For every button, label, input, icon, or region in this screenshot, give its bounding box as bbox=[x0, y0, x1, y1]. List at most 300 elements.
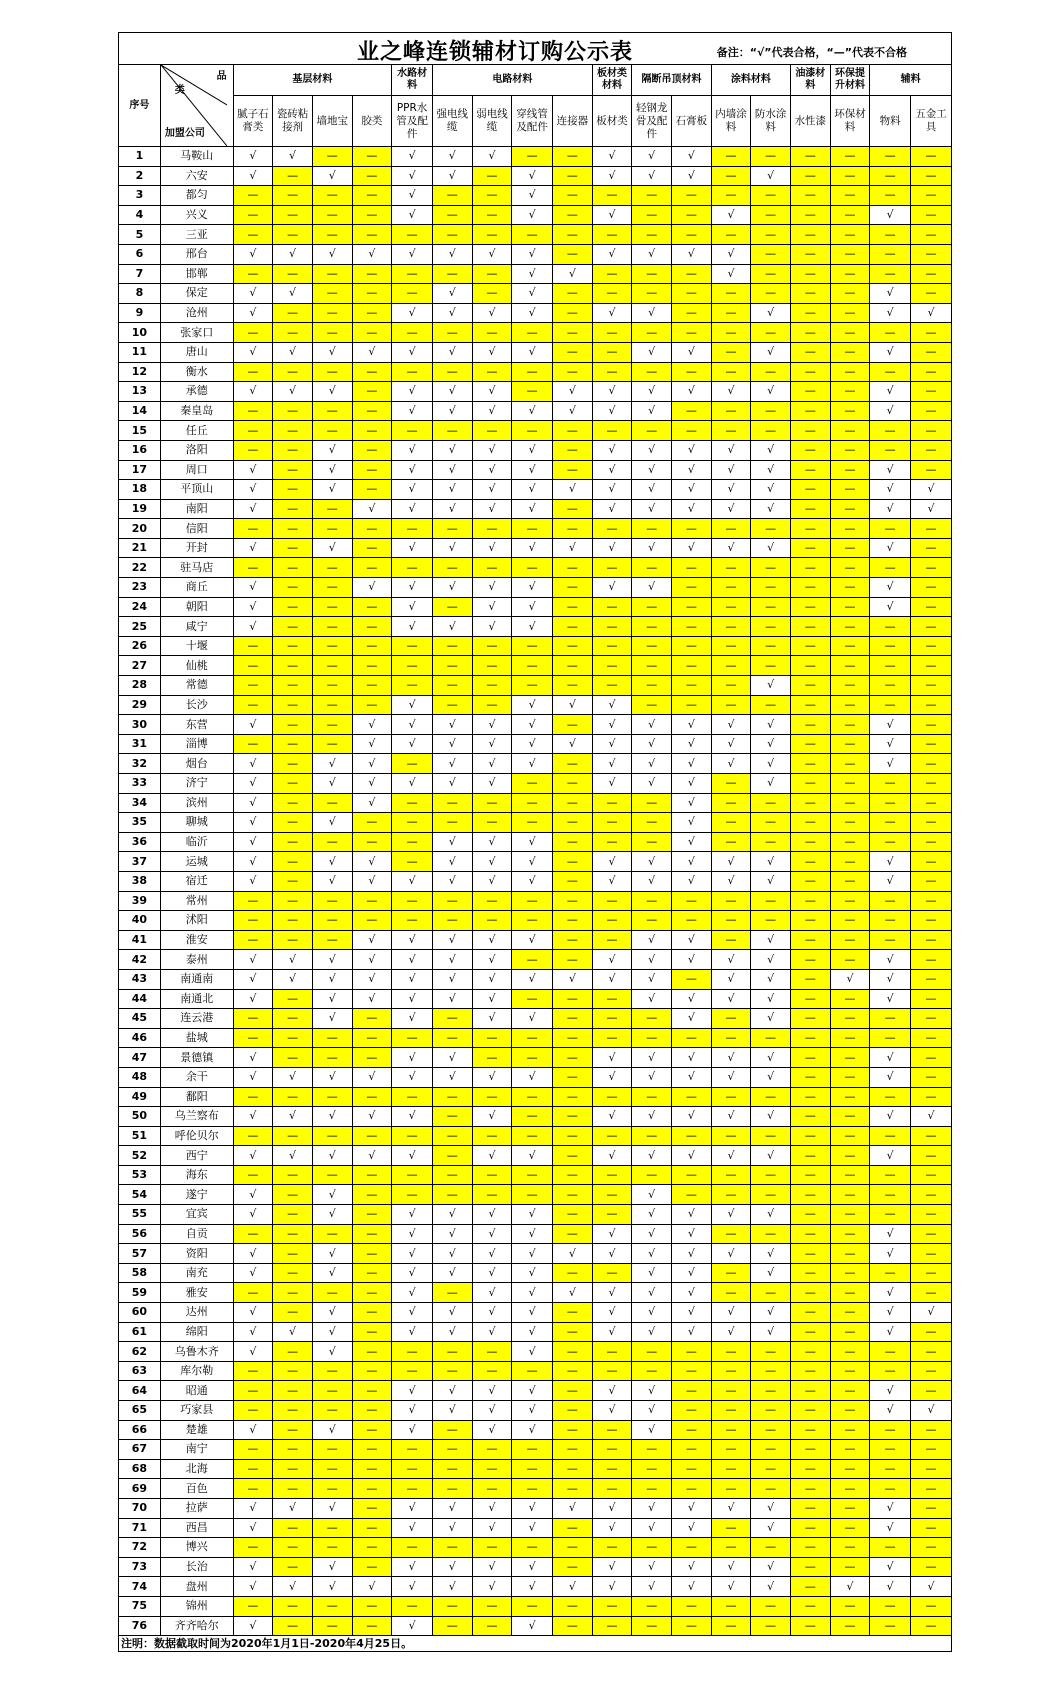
pass-mark: √ bbox=[233, 382, 273, 402]
fail-mark: — bbox=[911, 813, 952, 833]
table-row bbox=[119, 871, 952, 891]
fail-mark: — bbox=[352, 480, 392, 500]
pass-mark: √ bbox=[472, 715, 512, 735]
pass-mark: √ bbox=[592, 715, 632, 735]
fail-mark: — bbox=[751, 1165, 791, 1185]
fail-mark: — bbox=[870, 832, 911, 852]
fail-mark: — bbox=[553, 1557, 593, 1577]
pass-mark: √ bbox=[312, 1009, 352, 1029]
row-number: 52 bbox=[119, 1146, 161, 1166]
table-row bbox=[119, 1244, 952, 1264]
fail-mark: — bbox=[751, 813, 791, 833]
fail-mark: — bbox=[911, 166, 952, 186]
pass-mark: √ bbox=[711, 734, 751, 754]
fail-mark: — bbox=[672, 636, 712, 656]
pass-mark: √ bbox=[911, 499, 952, 519]
row-number: 35 bbox=[119, 813, 161, 833]
pass-mark: √ bbox=[472, 774, 512, 794]
fail-mark: — bbox=[790, 1146, 830, 1166]
fail-mark: — bbox=[870, 147, 911, 167]
company-name: 驻马店 bbox=[160, 558, 233, 578]
pass-mark: √ bbox=[432, 342, 472, 362]
fail-mark: — bbox=[472, 1126, 512, 1146]
fail-mark: — bbox=[273, 558, 313, 578]
fail-mark: — bbox=[711, 813, 751, 833]
row-number: 13 bbox=[119, 382, 161, 402]
fail-mark: — bbox=[711, 774, 751, 794]
pass-mark: √ bbox=[672, 754, 712, 774]
fail-mark: — bbox=[553, 186, 593, 206]
pass-mark: √ bbox=[233, 1557, 273, 1577]
pass-mark: √ bbox=[392, 1263, 433, 1283]
fail-mark: — bbox=[512, 1538, 553, 1558]
fail-mark: — bbox=[592, 1420, 632, 1440]
fail-mark: — bbox=[472, 1028, 512, 1048]
fail-mark: — bbox=[512, 891, 553, 911]
fail-mark: — bbox=[472, 1165, 512, 1185]
fail-mark: — bbox=[512, 1028, 553, 1048]
order-table bbox=[118, 64, 952, 1636]
fail-mark: — bbox=[870, 676, 911, 696]
fail-mark: — bbox=[711, 597, 751, 617]
fail-mark: — bbox=[711, 1009, 751, 1029]
pass-mark: √ bbox=[233, 1577, 273, 1597]
table-row bbox=[119, 1263, 952, 1283]
table-row bbox=[119, 1420, 952, 1440]
fail-mark: — bbox=[233, 1381, 273, 1401]
fail-mark: — bbox=[911, 1479, 952, 1499]
pass-mark: √ bbox=[312, 1420, 352, 1440]
pass-mark: √ bbox=[392, 1381, 433, 1401]
fail-mark: — bbox=[432, 362, 472, 382]
fail-mark: — bbox=[312, 1087, 352, 1107]
fail-mark: — bbox=[233, 1087, 273, 1107]
fail-mark: — bbox=[711, 891, 751, 911]
fail-mark: — bbox=[870, 1185, 911, 1205]
pass-mark: √ bbox=[472, 852, 512, 872]
group-header: 辅料 bbox=[870, 65, 952, 96]
fail-mark: — bbox=[751, 1381, 791, 1401]
fail-mark: — bbox=[273, 538, 313, 558]
fail-mark: — bbox=[911, 264, 952, 284]
fail-mark: — bbox=[553, 578, 593, 598]
fail-mark: — bbox=[711, 166, 751, 186]
fail-mark: — bbox=[352, 284, 392, 304]
fail-mark: — bbox=[672, 284, 712, 304]
fail-mark: — bbox=[830, 244, 870, 264]
pass-mark: √ bbox=[592, 401, 632, 421]
pass-mark: √ bbox=[870, 1381, 911, 1401]
fail-mark: — bbox=[911, 695, 952, 715]
table-row bbox=[119, 774, 952, 794]
fail-mark: — bbox=[830, 1459, 870, 1479]
pass-mark: √ bbox=[392, 695, 433, 715]
pass-mark: √ bbox=[592, 1283, 632, 1303]
row-number: 12 bbox=[119, 362, 161, 382]
pass-mark: √ bbox=[233, 460, 273, 480]
fail-mark: — bbox=[632, 519, 672, 539]
table-row bbox=[119, 1205, 952, 1225]
fail-mark: — bbox=[553, 1028, 593, 1048]
pass-mark: √ bbox=[751, 1322, 791, 1342]
company-name: 运城 bbox=[160, 852, 233, 872]
pass-mark: √ bbox=[392, 1224, 433, 1244]
fail-mark: — bbox=[790, 480, 830, 500]
fail-mark: — bbox=[911, 597, 952, 617]
table-row bbox=[119, 1224, 952, 1244]
fail-mark: — bbox=[273, 1224, 313, 1244]
pass-mark: √ bbox=[711, 1498, 751, 1518]
fail-mark: — bbox=[672, 362, 712, 382]
fail-mark: — bbox=[273, 421, 313, 441]
company-name: 余干 bbox=[160, 1067, 233, 1087]
pass-mark: √ bbox=[432, 440, 472, 460]
table-row bbox=[119, 676, 952, 696]
pass-mark: √ bbox=[392, 1146, 433, 1166]
row-number: 58 bbox=[119, 1263, 161, 1283]
row-number: 24 bbox=[119, 597, 161, 617]
fail-mark: — bbox=[790, 1165, 830, 1185]
row-number: 16 bbox=[119, 440, 161, 460]
page-title: 业之峰连锁辅材订购公示表 bbox=[356, 40, 633, 65]
row-number: 33 bbox=[119, 774, 161, 794]
pass-mark: √ bbox=[312, 813, 352, 833]
pass-mark: √ bbox=[672, 1557, 712, 1577]
pass-mark: √ bbox=[632, 1283, 672, 1303]
pass-mark: √ bbox=[870, 852, 911, 872]
pass-mark: √ bbox=[432, 1577, 472, 1597]
pass-mark: √ bbox=[233, 244, 273, 264]
company-name: 衡水 bbox=[160, 362, 233, 382]
fail-mark: — bbox=[911, 440, 952, 460]
fail-mark: — bbox=[233, 1009, 273, 1029]
fail-mark: — bbox=[911, 1381, 952, 1401]
fail-mark: — bbox=[870, 558, 911, 578]
fail-mark: — bbox=[632, 1165, 672, 1185]
pass-mark: √ bbox=[870, 1244, 911, 1264]
pass-mark: √ bbox=[432, 969, 472, 989]
fail-mark: — bbox=[911, 754, 952, 774]
fail-mark: — bbox=[790, 1009, 830, 1029]
fail-mark: — bbox=[911, 1028, 952, 1048]
row-number: 4 bbox=[119, 205, 161, 225]
fail-mark: — bbox=[352, 460, 392, 480]
pass-mark: √ bbox=[672, 1107, 712, 1127]
pass-mark: √ bbox=[672, 460, 712, 480]
fail-mark: — bbox=[911, 989, 952, 1009]
pass-mark: √ bbox=[233, 793, 273, 813]
fail-mark: — bbox=[830, 774, 870, 794]
fail-mark: — bbox=[352, 891, 392, 911]
fail-mark: — bbox=[352, 323, 392, 343]
fail-mark: — bbox=[830, 930, 870, 950]
pass-mark: √ bbox=[870, 969, 911, 989]
fail-mark: — bbox=[592, 1342, 632, 1362]
fail-mark: — bbox=[553, 1009, 593, 1029]
pass-mark: √ bbox=[392, 950, 433, 970]
fail-mark: — bbox=[790, 147, 830, 167]
pass-mark: √ bbox=[233, 1303, 273, 1323]
pass-mark: √ bbox=[312, 440, 352, 460]
fail-mark: — bbox=[830, 538, 870, 558]
row-number: 42 bbox=[119, 950, 161, 970]
pass-mark: √ bbox=[672, 1009, 712, 1029]
pass-mark: √ bbox=[392, 499, 433, 519]
fail-mark: — bbox=[472, 1342, 512, 1362]
fail-mark: — bbox=[312, 1518, 352, 1538]
fail-mark: — bbox=[273, 1459, 313, 1479]
fail-mark: — bbox=[352, 1028, 392, 1048]
pass-mark: √ bbox=[553, 1244, 593, 1264]
fail-mark: — bbox=[632, 1596, 672, 1616]
fail-mark: — bbox=[790, 1596, 830, 1616]
pass-mark: √ bbox=[632, 754, 672, 774]
fail-mark: — bbox=[830, 891, 870, 911]
diag-label-top: 品 bbox=[216, 71, 227, 82]
fail-mark: — bbox=[392, 1459, 433, 1479]
table-row bbox=[119, 1303, 952, 1323]
fail-mark: — bbox=[432, 1538, 472, 1558]
pass-mark: √ bbox=[870, 734, 911, 754]
pass-mark: √ bbox=[672, 734, 712, 754]
pass-mark: √ bbox=[672, 1224, 712, 1244]
fail-mark: — bbox=[553, 1126, 593, 1146]
fail-mark: — bbox=[911, 460, 952, 480]
pass-mark: √ bbox=[632, 440, 672, 460]
fail-mark: — bbox=[592, 1616, 632, 1636]
fail-mark: — bbox=[911, 1126, 952, 1146]
fail-mark: — bbox=[830, 421, 870, 441]
fail-mark: — bbox=[553, 989, 593, 1009]
pass-mark: √ bbox=[432, 538, 472, 558]
pass-mark: √ bbox=[512, 1205, 553, 1225]
fail-mark: — bbox=[352, 1009, 392, 1029]
fail-mark: — bbox=[472, 813, 512, 833]
pass-mark: √ bbox=[553, 480, 593, 500]
row-number: 53 bbox=[119, 1165, 161, 1185]
fail-mark: — bbox=[672, 401, 712, 421]
fail-mark: — bbox=[553, 676, 593, 696]
fail-mark: — bbox=[632, 225, 672, 245]
company-name: 盐城 bbox=[160, 1028, 233, 1048]
pass-mark: √ bbox=[632, 166, 672, 186]
pass-mark: √ bbox=[472, 1381, 512, 1401]
company-name: 常州 bbox=[160, 891, 233, 911]
fail-mark: — bbox=[553, 1616, 593, 1636]
fail-mark: — bbox=[432, 1087, 472, 1107]
fail-mark: — bbox=[711, 1518, 751, 1538]
fail-mark: — bbox=[790, 852, 830, 872]
pass-mark: √ bbox=[512, 871, 553, 891]
pass-mark: √ bbox=[592, 538, 632, 558]
pass-mark: √ bbox=[233, 1185, 273, 1205]
table-row bbox=[119, 1185, 952, 1205]
fail-mark: — bbox=[672, 519, 712, 539]
pass-mark: √ bbox=[632, 871, 672, 891]
table-row bbox=[119, 1577, 952, 1597]
fail-mark: — bbox=[751, 1479, 791, 1499]
fail-mark: — bbox=[830, 617, 870, 637]
pass-mark: √ bbox=[392, 1205, 433, 1225]
table-row bbox=[119, 186, 952, 206]
fail-mark: — bbox=[312, 264, 352, 284]
fail-mark: — bbox=[790, 1361, 830, 1381]
pass-mark: √ bbox=[751, 382, 791, 402]
fail-mark: — bbox=[592, 264, 632, 284]
fail-mark: — bbox=[790, 440, 830, 460]
table-row bbox=[119, 1459, 952, 1479]
fail-mark: — bbox=[870, 1165, 911, 1185]
table-row bbox=[119, 440, 952, 460]
fail-mark: — bbox=[352, 440, 392, 460]
fail-mark: — bbox=[711, 401, 751, 421]
fail-mark: — bbox=[870, 656, 911, 676]
fail-mark: — bbox=[911, 1596, 952, 1616]
fail-mark: — bbox=[273, 1420, 313, 1440]
fail-mark: — bbox=[553, 1596, 593, 1616]
fail-mark: — bbox=[512, 1107, 553, 1127]
fail-mark: — bbox=[632, 323, 672, 343]
fail-mark: — bbox=[711, 695, 751, 715]
fail-mark: — bbox=[432, 1616, 472, 1636]
fail-mark: — bbox=[233, 1479, 273, 1499]
pass-mark: √ bbox=[751, 989, 791, 1009]
company-name: 乌鲁木齐 bbox=[160, 1342, 233, 1362]
table-row bbox=[119, 225, 952, 245]
fail-mark: — bbox=[830, 1322, 870, 1342]
fail-mark: — bbox=[830, 1616, 870, 1636]
fail-mark: — bbox=[830, 989, 870, 1009]
pass-mark: √ bbox=[672, 480, 712, 500]
fail-mark: — bbox=[632, 284, 672, 304]
fail-mark: — bbox=[512, 1048, 553, 1068]
company-name: 开封 bbox=[160, 538, 233, 558]
row-number: 30 bbox=[119, 715, 161, 735]
fail-mark: — bbox=[233, 1283, 273, 1303]
fail-mark: — bbox=[711, 1087, 751, 1107]
fail-mark: — bbox=[472, 519, 512, 539]
fail-mark: — bbox=[751, 147, 791, 167]
fail-mark: — bbox=[352, 1244, 392, 1264]
fail-mark: — bbox=[911, 656, 952, 676]
pass-mark: √ bbox=[472, 597, 512, 617]
fail-mark: — bbox=[751, 656, 791, 676]
company-name: 洛阳 bbox=[160, 440, 233, 460]
pass-mark: √ bbox=[711, 499, 751, 519]
fail-mark: — bbox=[273, 1028, 313, 1048]
fail-mark: — bbox=[751, 558, 791, 578]
pass-mark: √ bbox=[472, 440, 512, 460]
fail-mark: — bbox=[911, 1087, 952, 1107]
fail-mark: — bbox=[870, 1205, 911, 1225]
pass-mark: √ bbox=[512, 186, 553, 206]
fail-mark: — bbox=[553, 1401, 593, 1421]
fail-mark: — bbox=[392, 1342, 433, 1362]
pass-mark: √ bbox=[432, 852, 472, 872]
fail-mark: — bbox=[392, 793, 433, 813]
pass-mark: √ bbox=[632, 1205, 672, 1225]
fail-mark: — bbox=[472, 1538, 512, 1558]
fail-mark: — bbox=[632, 1538, 672, 1558]
fail-mark: — bbox=[352, 617, 392, 637]
pass-mark: √ bbox=[392, 382, 433, 402]
fail-mark: — bbox=[553, 1381, 593, 1401]
pass-mark: √ bbox=[233, 1518, 273, 1538]
pass-mark: √ bbox=[870, 538, 911, 558]
fail-mark: — bbox=[392, 1028, 433, 1048]
fail-mark: — bbox=[790, 1381, 830, 1401]
fail-mark: — bbox=[432, 225, 472, 245]
fail-mark: — bbox=[352, 382, 392, 402]
fail-mark: — bbox=[870, 323, 911, 343]
fail-mark: — bbox=[751, 1401, 791, 1421]
fail-mark: — bbox=[352, 1420, 392, 1440]
row-number: 1 bbox=[119, 147, 161, 167]
fail-mark: — bbox=[472, 636, 512, 656]
company-name: 承德 bbox=[160, 382, 233, 402]
fail-mark: — bbox=[392, 832, 433, 852]
company-name: 楚雄 bbox=[160, 1420, 233, 1440]
fail-mark: — bbox=[592, 656, 632, 676]
pass-mark: √ bbox=[432, 499, 472, 519]
fail-mark: — bbox=[273, 303, 313, 323]
row-number: 40 bbox=[119, 911, 161, 931]
fail-mark: — bbox=[273, 1596, 313, 1616]
row-number: 3 bbox=[119, 186, 161, 206]
pass-mark: √ bbox=[512, 754, 553, 774]
pass-mark: √ bbox=[751, 734, 791, 754]
pass-mark: √ bbox=[870, 578, 911, 598]
pass-mark: √ bbox=[472, 401, 512, 421]
fail-mark: — bbox=[392, 558, 433, 578]
pass-mark: √ bbox=[233, 989, 273, 1009]
row-number: 72 bbox=[119, 1538, 161, 1558]
pass-mark: √ bbox=[512, 1577, 553, 1597]
fail-mark: — bbox=[472, 911, 512, 931]
fail-mark: — bbox=[790, 597, 830, 617]
fail-mark: — bbox=[352, 1048, 392, 1068]
pass-mark: √ bbox=[233, 147, 273, 167]
fail-mark: — bbox=[672, 421, 712, 441]
fail-mark: — bbox=[512, 676, 553, 696]
fail-mark: — bbox=[830, 225, 870, 245]
pass-mark: √ bbox=[512, 617, 553, 637]
fail-mark: — bbox=[751, 1185, 791, 1205]
company-name: 南阳 bbox=[160, 499, 233, 519]
fail-mark: — bbox=[830, 1028, 870, 1048]
fail-mark: — bbox=[911, 1048, 952, 1068]
fail-mark: — bbox=[911, 1263, 952, 1283]
fail-mark: — bbox=[790, 695, 830, 715]
fail-mark: — bbox=[352, 1185, 392, 1205]
company-name: 邢台 bbox=[160, 244, 233, 264]
fail-mark: — bbox=[790, 813, 830, 833]
table-row bbox=[119, 303, 952, 323]
fail-mark: — bbox=[830, 1087, 870, 1107]
table-row bbox=[119, 147, 952, 167]
fail-mark: — bbox=[830, 578, 870, 598]
fail-mark: — bbox=[632, 421, 672, 441]
pass-mark: √ bbox=[233, 1067, 273, 1087]
fail-mark: — bbox=[432, 323, 472, 343]
fail-mark: — bbox=[233, 734, 273, 754]
fail-mark: — bbox=[751, 597, 791, 617]
fail-mark: — bbox=[830, 1303, 870, 1323]
fail-mark: — bbox=[592, 793, 632, 813]
fail-mark: — bbox=[870, 793, 911, 813]
table-row bbox=[119, 852, 952, 872]
fail-mark: — bbox=[751, 1283, 791, 1303]
